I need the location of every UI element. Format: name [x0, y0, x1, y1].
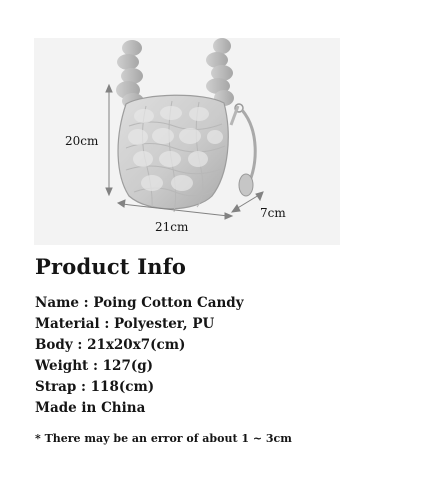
bag-illustration	[34, 38, 340, 245]
spec-list	[35, 293, 244, 419]
spec-weight: Weight : 127(g)	[35, 358, 154, 374]
spec-origin: Made in China	[35, 400, 146, 416]
depth-label: 7cm	[260, 206, 286, 220]
product-image	[34, 38, 340, 245]
height-label: 20cm	[65, 134, 99, 148]
spec-strap: Strap : 118(cm)	[35, 379, 155, 395]
spec-name: Name : Poing Cotton Candy	[35, 295, 244, 311]
product-info-title: Product Info	[35, 254, 187, 279]
spec-body: Body : 21x20x7(cm)	[35, 337, 186, 353]
spec-material: Material : Polyester, PU	[35, 316, 215, 332]
width-label: 21cm	[155, 220, 189, 234]
measurement-note: * There may be an error of about 1 ~ 3cm	[35, 432, 292, 445]
